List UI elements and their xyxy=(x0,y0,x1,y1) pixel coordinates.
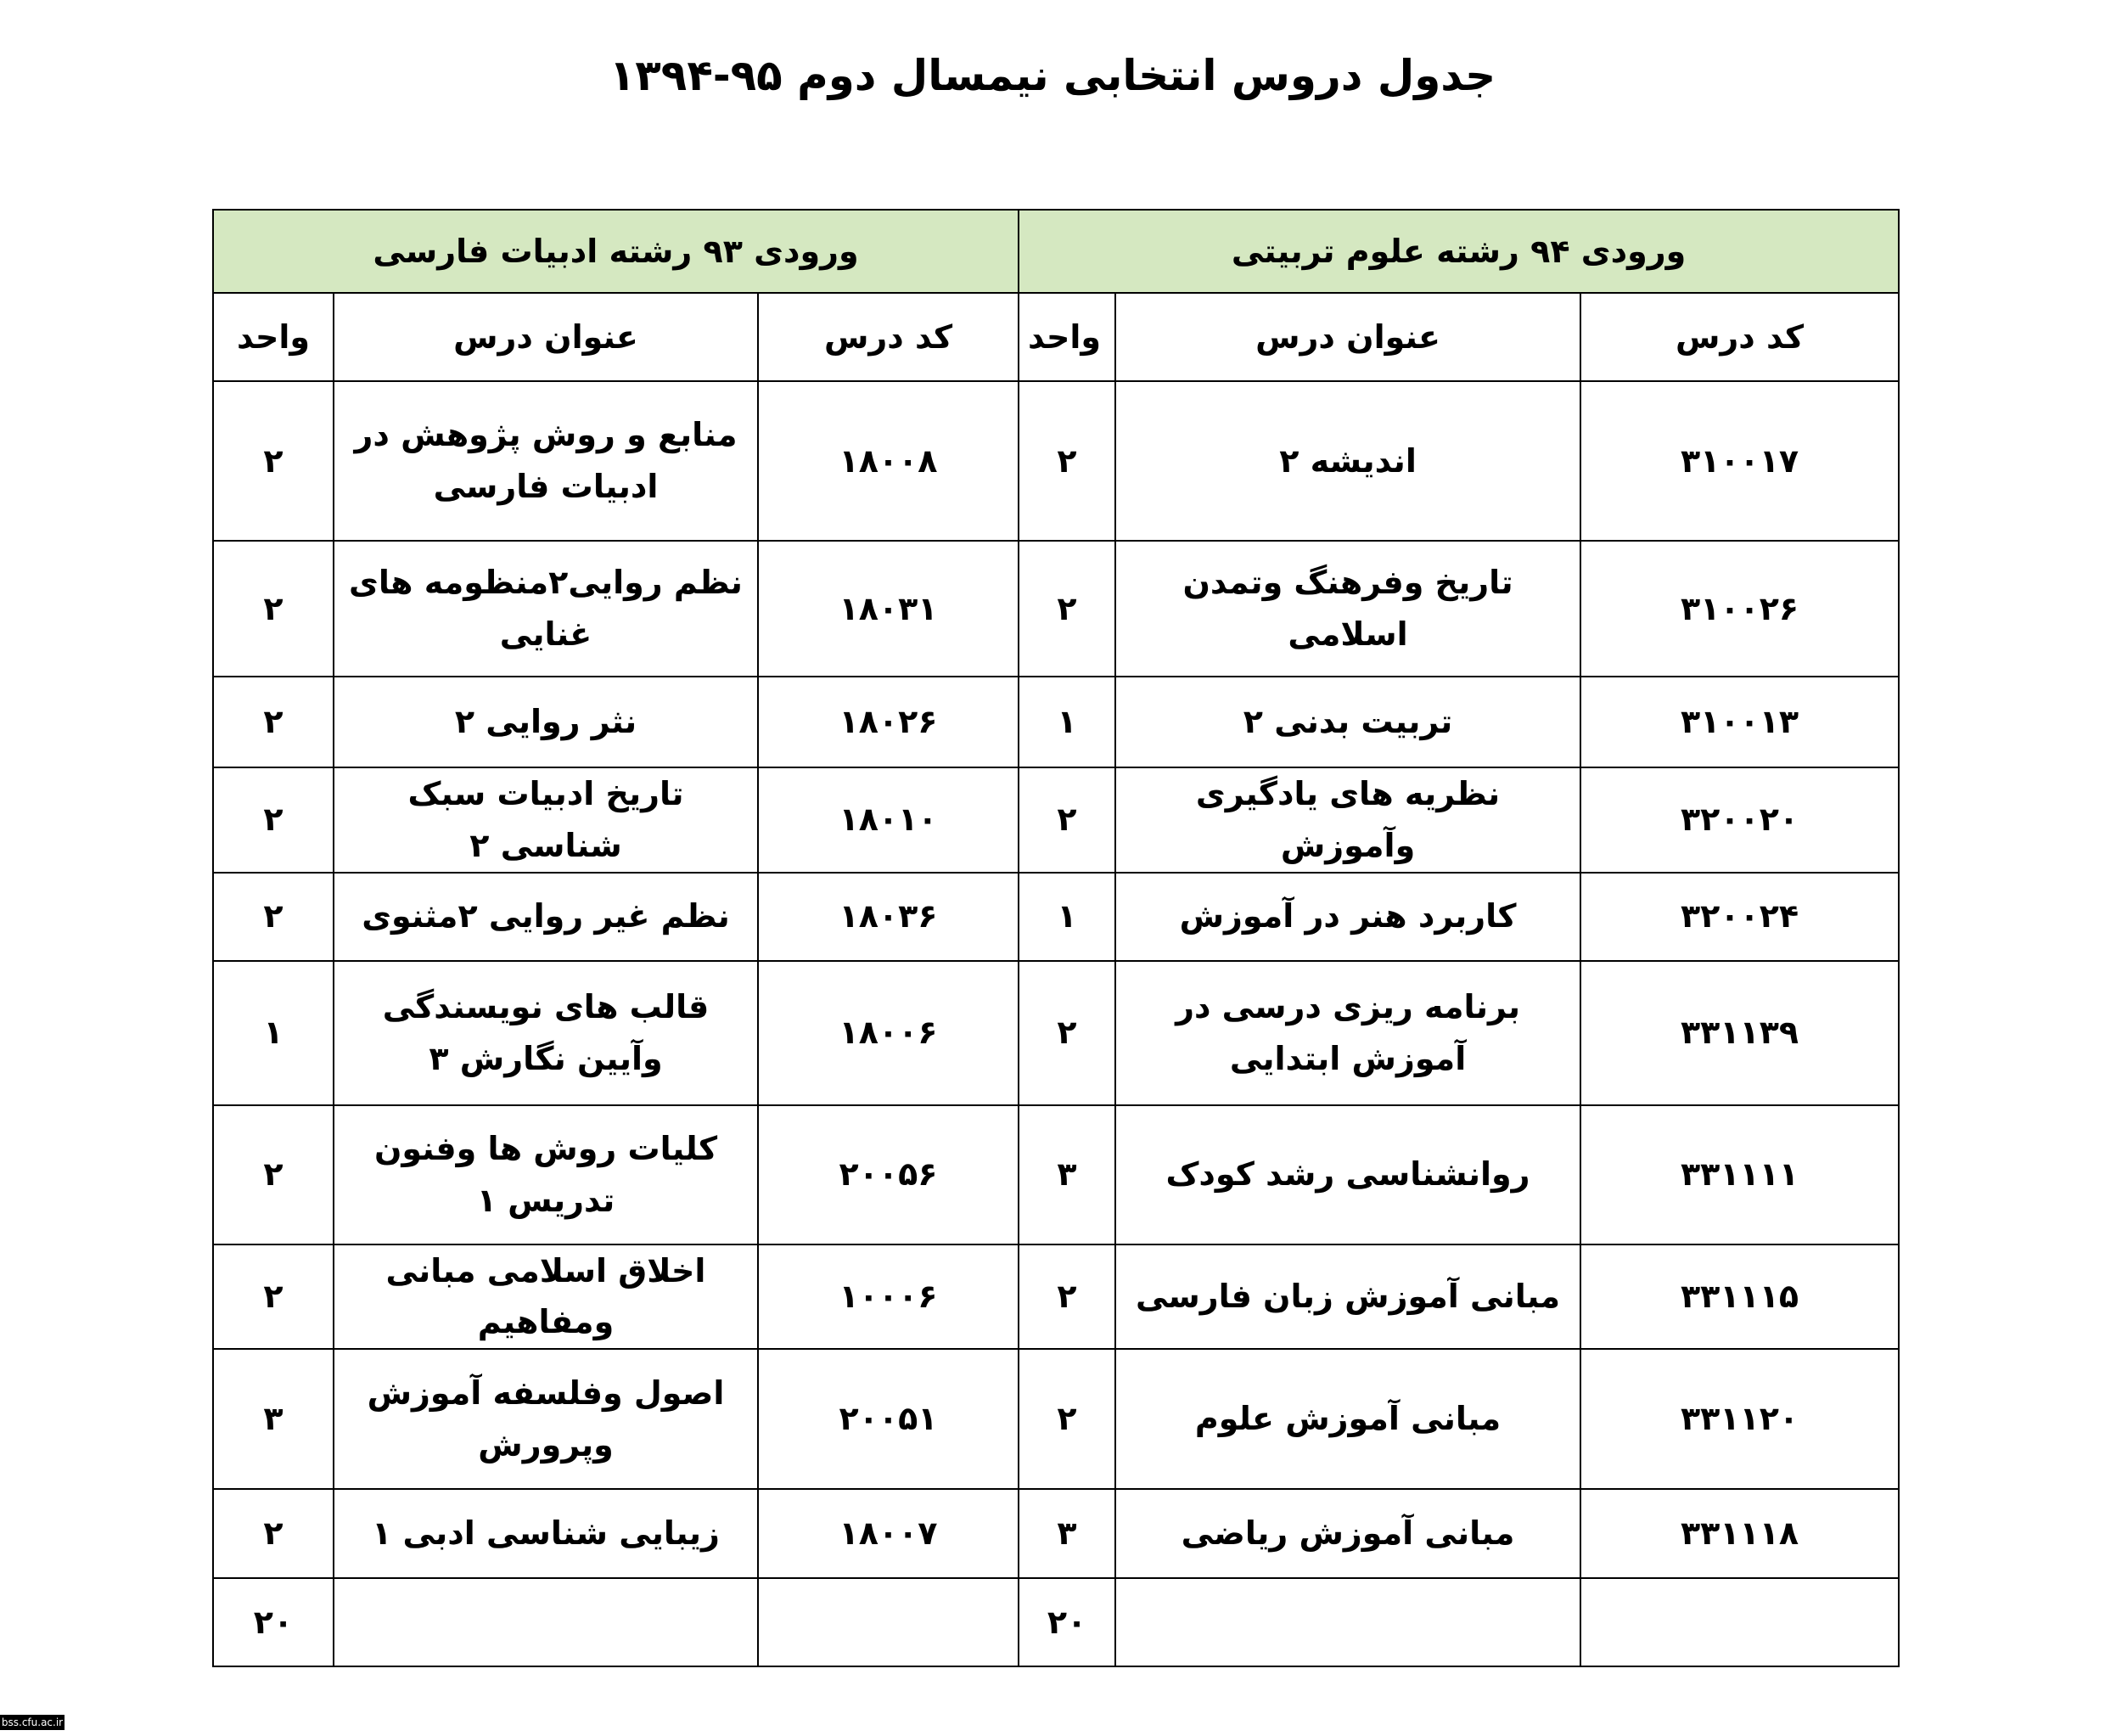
units-cell: ۲ xyxy=(1019,1349,1115,1489)
units-cell: ۲ xyxy=(213,1105,334,1244)
units-cell: ۳ xyxy=(1019,1489,1115,1578)
course-code-cell: ۳۳۱۱۳۹ xyxy=(1580,961,1899,1105)
column-header-units: واحد xyxy=(1019,293,1115,381)
units-cell: ۲ xyxy=(213,677,334,767)
course-title-cell: کاربرد هنر در آموزش xyxy=(1115,873,1580,961)
course-title-cell: تاریخ وفرهنگ وتمدن اسلامی xyxy=(1115,541,1580,677)
table-row xyxy=(213,1489,1899,1578)
table-row xyxy=(213,1349,1899,1489)
units-cell: ۲ xyxy=(1019,961,1115,1105)
table-row xyxy=(213,541,1899,677)
course-code-cell: ۱۸۰۳۱ xyxy=(758,541,1019,677)
course-schedule-table xyxy=(212,209,1900,1667)
units-cell: ۲ xyxy=(213,1489,334,1578)
total-units-cell: ۲۰ xyxy=(213,1578,334,1666)
course-title-cell: زیبایی شناسی ادبی ۱ xyxy=(334,1489,758,1578)
table-row xyxy=(213,873,1899,961)
footer-site-tag: bss.cfu.ac.ir xyxy=(1,1716,64,1728)
course-title-cell: منابع و روش پژوهش در ادبیات فارسی xyxy=(334,381,758,541)
course-code-cell: ۱۸۰۰۸ xyxy=(758,381,1019,541)
course-title-cell: نظم غیر روایی ۲مثنوی xyxy=(334,873,758,961)
units-cell: ۲ xyxy=(213,873,334,961)
units-cell: ۲ xyxy=(213,1244,334,1350)
course-code-cell: ۱۸۰۰۶ xyxy=(758,961,1019,1105)
column-header-course-title: عنوان درس xyxy=(334,293,758,381)
course-title-cell: اصول وفلسفه آموزش وپرورش xyxy=(334,1349,758,1489)
column-header-course-code: کد درس xyxy=(758,293,1019,381)
course-title-cell: مبانی آموزش زبان فارسی xyxy=(1115,1244,1580,1350)
course-code-cell: ۳۱۰۰۱۳ xyxy=(1580,677,1899,767)
course-code-cell: ۳۳۱۱۱۸ xyxy=(1580,1489,1899,1578)
empty-cell xyxy=(334,1578,758,1666)
units-cell: ۲ xyxy=(1019,1244,1115,1350)
course-title-cell: تربیت بدنی ۲ xyxy=(1115,677,1580,767)
course-code-cell: ۱۰۰۰۶ xyxy=(758,1244,1019,1350)
units-cell: ۲ xyxy=(213,767,334,873)
course-code-cell: ۳۲۰۰۲۴ xyxy=(1580,873,1899,961)
course-title-cell: مبانی آموزش ریاضی xyxy=(1115,1489,1580,1578)
course-title-cell: نظم روایی۲منظومه های غنایی xyxy=(334,541,758,677)
course-code-cell: ۱۸۰۱۰ xyxy=(758,767,1019,873)
empty-cell xyxy=(758,1578,1019,1666)
units-cell: ۲ xyxy=(1019,541,1115,677)
course-title-cell: اندیشه ۲ xyxy=(1115,381,1580,541)
course-code-cell: ۳۳۱۱۲۰ xyxy=(1580,1349,1899,1489)
table-row xyxy=(213,677,1899,767)
column-header-units: واحد xyxy=(213,293,334,381)
course-title-cell: تاریخ ادبیات سبک شناسی ۲ xyxy=(334,767,758,873)
course-code-cell: ۳۱۰۰۲۶ xyxy=(1580,541,1899,677)
course-title-cell: قالب های نویسندگی وآیین نگارش ۳ xyxy=(334,961,758,1105)
course-code-cell: ۱۸۰۲۶ xyxy=(758,677,1019,767)
course-code-cell: ۱۸۰۰۷ xyxy=(758,1489,1019,1578)
course-code-cell: ۳۳۱۱۱۵ xyxy=(1580,1244,1899,1350)
course-title-cell: روانشناسی رشد کودک xyxy=(1115,1105,1580,1244)
course-title-cell: کلیات روش ها وفنون تدریس ۱ xyxy=(334,1105,758,1244)
course-code-cell: ۱۸۰۳۶ xyxy=(758,873,1019,961)
units-cell: ۱ xyxy=(213,961,334,1105)
page-title: جدول دروس انتخابی نیمسال دوم ۹۵-۱۳۹۴ xyxy=(609,51,1496,100)
table-row xyxy=(213,961,1899,1105)
course-title-cell: برنامه ریزی درسی در آموزش ابتدایی xyxy=(1115,961,1580,1105)
units-cell: ۲ xyxy=(1019,381,1115,541)
table-row xyxy=(213,1105,1899,1244)
column-header-course-code: کد درس xyxy=(1580,293,1899,381)
course-title-cell: نثر روایی ۲ xyxy=(334,677,758,767)
course-code-cell: ۳۳۱۱۱۱ xyxy=(1580,1105,1899,1244)
course-code-cell: ۲۰۰۵۱ xyxy=(758,1349,1019,1489)
table-row xyxy=(213,1244,1899,1350)
units-cell: ۱ xyxy=(1019,873,1115,961)
empty-cell xyxy=(1115,1578,1580,1666)
units-cell: ۲ xyxy=(213,541,334,677)
units-cell: ۱ xyxy=(1019,677,1115,767)
units-cell: ۲ xyxy=(1019,767,1115,873)
table-row xyxy=(213,767,1899,873)
column-header-course-title: عنوان درس xyxy=(1115,293,1580,381)
empty-cell xyxy=(1580,1578,1899,1666)
course-code-cell: ۳۲۰۰۲۰ xyxy=(1580,767,1899,873)
course-title-cell: نظریه های یادگیری وآموزش xyxy=(1115,767,1580,873)
course-title-cell: مبانی آموزش علوم xyxy=(1115,1349,1580,1489)
group-header-literature: ورودی ۹۳ رشته ادبیات فارسی xyxy=(213,210,1019,293)
units-cell: ۳ xyxy=(213,1349,334,1489)
table-row xyxy=(213,381,1899,541)
units-cell: ۲ xyxy=(213,381,334,541)
course-code-cell: ۳۱۰۰۱۷ xyxy=(1580,381,1899,541)
group-header-educational-sciences: ورودی ۹۴ رشته علوم تربیتی xyxy=(1019,210,1899,293)
totals-row xyxy=(213,1578,1899,1666)
course-code-cell: ۲۰۰۵۶ xyxy=(758,1105,1019,1244)
course-title-cell: اخلاق اسلامی مبانی ومفاهیم xyxy=(334,1244,758,1350)
total-units-cell: ۲۰ xyxy=(1019,1578,1115,1666)
units-cell: ۳ xyxy=(1019,1105,1115,1244)
